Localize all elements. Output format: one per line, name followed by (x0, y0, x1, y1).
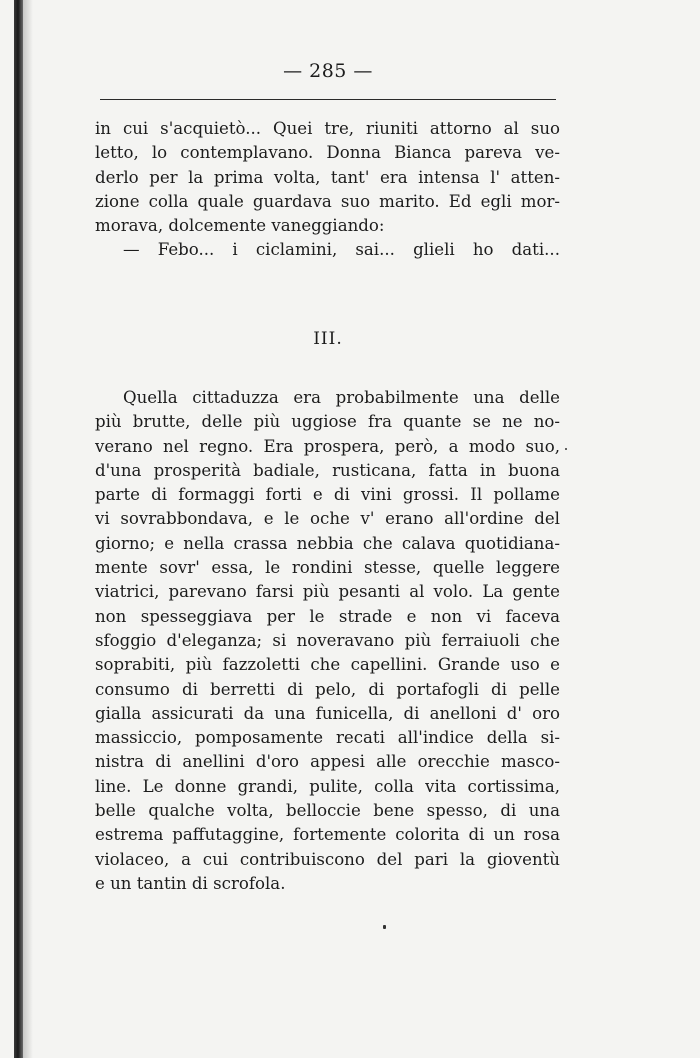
section-heading: III. (313, 329, 343, 349)
paragraph-continuation (95, 117, 560, 263)
dialogue-line: — Febo... i ciclamini, sai... glieli ho dati... (123, 240, 560, 260)
text-line: letto, lo contemplavano. Donna Bianca pareva ve- (95, 143, 560, 163)
text-line: non spesseggiava per le strade e non vi faceva (95, 606, 560, 626)
ink-speck (383, 925, 386, 929)
text-line: e un tantin di scrofola. (95, 873, 286, 893)
paragraph-body (95, 386, 560, 896)
text-line: verano nel regno. Era prospera, però, a modo suo, (95, 436, 560, 456)
text-line: estrema paffutaggine, fortemente colorita di un rosa (95, 825, 560, 845)
text-line: violaceo, a cui contribuiscono del pari la gioventù (95, 849, 560, 869)
text-line: soprabiti, più fazzoletti che capellini. Grande uso e (95, 655, 560, 675)
text-line: gialla assicurati da una funicella, di anelloni d' oro (95, 703, 560, 723)
text-line: in cui s'acquietò... Quei tre, riuniti attorno al suo (95, 119, 560, 138)
text-line: belle qualche volta, belloccie bene spesso, di una (95, 801, 560, 821)
text-line: parte di formaggi forti e di vini grossi. Il pollame (95, 485, 560, 505)
text-line: nistra di anellini d'oro appesi alle orecchie masco- (95, 752, 560, 772)
header-rule (100, 99, 556, 100)
page-binding-edge (14, 0, 23, 1058)
binding-shadow (23, 0, 33, 1058)
page-header (100, 60, 556, 82)
text-line: giorno; e nella crassa nebbia che calava quotidiana- (95, 533, 560, 553)
text-line: Quella cittaduzza era probabilmente una delle (123, 388, 560, 407)
text-line: zione colla quale guardava suo marito. Ed egli mor- (95, 191, 560, 211)
text-line: line. Le donne grandi, pulite, colla vita cortissima, (95, 776, 560, 796)
text-line: d'una prosperità badiale, rusticana, fatta in buona (95, 460, 560, 480)
text-line: viatrici, parevano farsi più pesanti al volo. La gente (95, 582, 560, 602)
text-line: derlo per la prima volta, tant' era intensa l' atten- (95, 167, 560, 187)
text-line: massiccio, pomposamente recati all'indice della si- (95, 728, 560, 748)
text-line: sfoggio d'eleganza; si noveravano più ferraiuoli che (95, 630, 560, 650)
ink-speck (565, 448, 567, 450)
text-line: mente sovr' essa, le rondini stesse, quelle leggere (95, 558, 560, 578)
text-line: morava, dolcemente vaneggiando: (95, 216, 385, 236)
text-line: più brutte, delle più uggiose fra quante se ne no- (95, 412, 560, 432)
text-line: consumo di berretti di pelo, di portafogli di pelle (95, 679, 560, 699)
page-number: — 285 — (283, 60, 373, 82)
text-line: vi sovrabbondava, e le oche v' erano all'ordine del (95, 509, 560, 529)
